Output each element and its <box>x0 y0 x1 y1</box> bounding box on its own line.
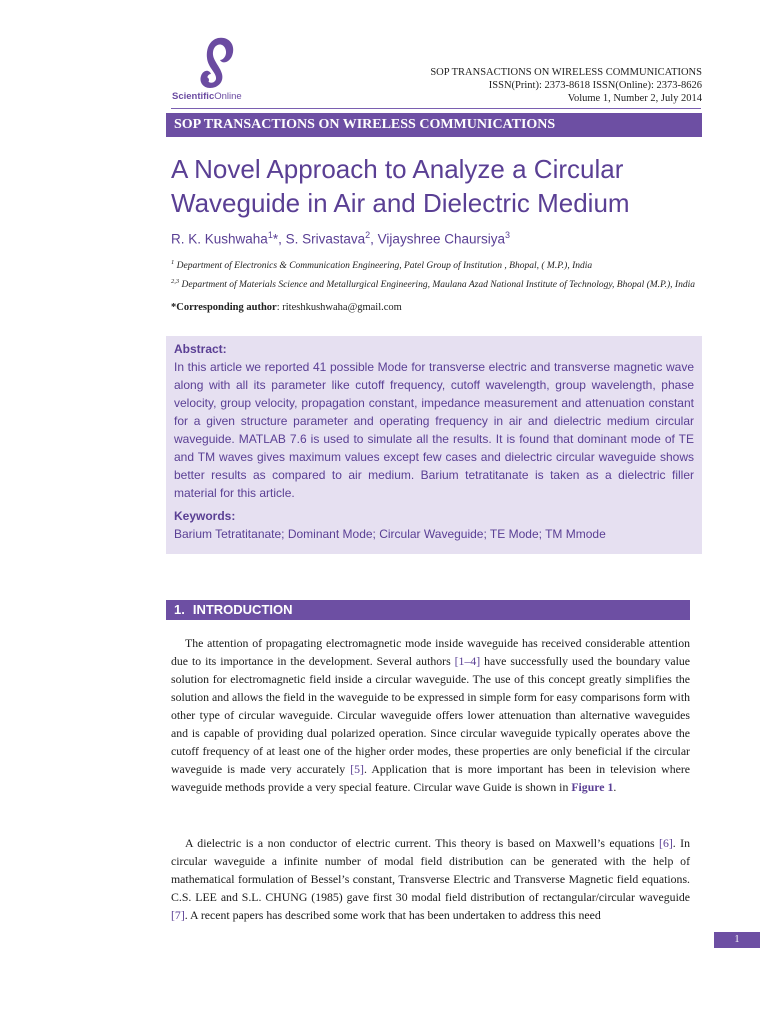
citation-link[interactable]: [5] <box>350 762 364 776</box>
abstract-text: In this article we reported 41 possible Mode for transverse electric and transverse magnetic wave along with all its parameter like cutoff frequency, cutoff wavelength, group wavelength, phase velocity, group velocity, propagation constant, impedance measurement and attenuation constant for a given structure parameter and operating frequency in air and dielectric medium circular waveguide. MATLAB 7.6 is used to simulate all the results. It is found that dominant mode of TE and TM waves gives maximum values except few cases and dielectric circular waveguide shows better results as compared to air medium. Barium tetratitanate is taken as a dielectric filler material for this article. <box>174 360 694 500</box>
author-name: Vijayshree Chaursiya <box>377 231 505 247</box>
keywords-text: Barium Tetratitanate; Dominant Mode; Circular Waveguide; TE Mode; TM Mmode <box>174 527 606 541</box>
body-paragraph: The attention of propagating electromagnetic mode inside waveguide has received considerable attention due to its importance in the development. Several authors [1–4] have successfully used the boundary value solution for electromagnetic field inside a circular waveguide. The use of this concept greatly simplifies the solution and allows the field in the waveguide to be expressed in simple form for easy comparisons form with other type of circular waveguide. Circular waveguide offers lower attenuation than alternative waveguides and is capable of providing dual polarized operation. Since circular waveguide typically operates above the cutoff frequency of at least one of the higher order modes, these properties are only beneficial if the circular waveguide is made very accurately [5]. Application that is more important has been in television where waveguide methods provide a very special feature. Circular wave Guide is shown in Figure 1. <box>171 636 691 794</box>
citation-link[interactable]: [7] <box>171 908 185 922</box>
abstract-box <box>166 336 702 554</box>
header-divider <box>171 108 701 109</box>
author-list: R. K. Kushwaha$^1$*, S. Srivastava$^2$, Vijayshree Chaursiya$^3$ <box>171 230 511 247</box>
body-paragraph: A dielectric is a non conductor of electric current. This theory is based on Maxwell’s equations [6]. In circular waveguide a infinite number of modal field distribution can be generated with the help of mathematical formulation of Bessel’s constant, Transverse Electric and Transverse Magnetic field equations. C.S. LEE and S.L. CHUNG (1985) gave first 30 modal field distribution of rectangular/circular waveguide [7]. A recent papers has described some work that has been undertaken to address this need <box>171 836 690 922</box>
publisher-name: ScientificOnline <box>172 91 242 102</box>
journal-name: SOP TRANSACTIONS ON WIRELESS COMMUNICATIONS <box>430 67 702 78</box>
section-heading-introduction: 1. INTRODUCTION <box>166 600 690 620</box>
paper-title: A Novel Approach to Analyze a Circular Waveguide in Air and Dielectric Medium <box>171 154 630 218</box>
author-name: R. K. Kushwaha <box>171 231 268 247</box>
page-number: 1 <box>714 932 760 948</box>
corresponding-author: *Corresponding author: riteshkushwaha@gmail.com <box>171 302 402 313</box>
squirrel-logo-icon <box>198 36 236 90</box>
journal-header <box>430 66 702 105</box>
abstract-heading: Abstract: <box>174 342 227 356</box>
affiliation-item: $^{2,3}$ Department of Materials Science and Metallurgical Engineering, Maulana Azad National Institute of Technology, Bhopal (M.P.), India <box>171 278 695 291</box>
issn: ISSN(Print): 2373-8618 ISSN(Online): 2373-8626 <box>488 80 702 91</box>
publisher-logo <box>172 36 262 106</box>
affiliations <box>171 255 701 293</box>
journal-banner: SOP TRANSACTIONS ON WIRELESS COMMUNICATIONS <box>166 113 702 137</box>
figure-link[interactable]: Figure 1 <box>571 780 614 794</box>
author-name: S. Srivastava <box>285 231 366 247</box>
citation-link[interactable]: [6] <box>659 836 673 850</box>
author-email: : riteshkushwaha@gmail.com <box>276 302 402 313</box>
volume-info: Volume 1, Number 2, July 2014 <box>567 93 702 104</box>
keywords-heading: Keywords: <box>174 509 236 523</box>
affiliation-item: $^1$ Department of Electronics & Communication Engineering, Patel Group of Institution , Bhopal, ( M.P.), India <box>171 259 593 272</box>
citation-link[interactable]: [1–4] <box>454 654 481 668</box>
